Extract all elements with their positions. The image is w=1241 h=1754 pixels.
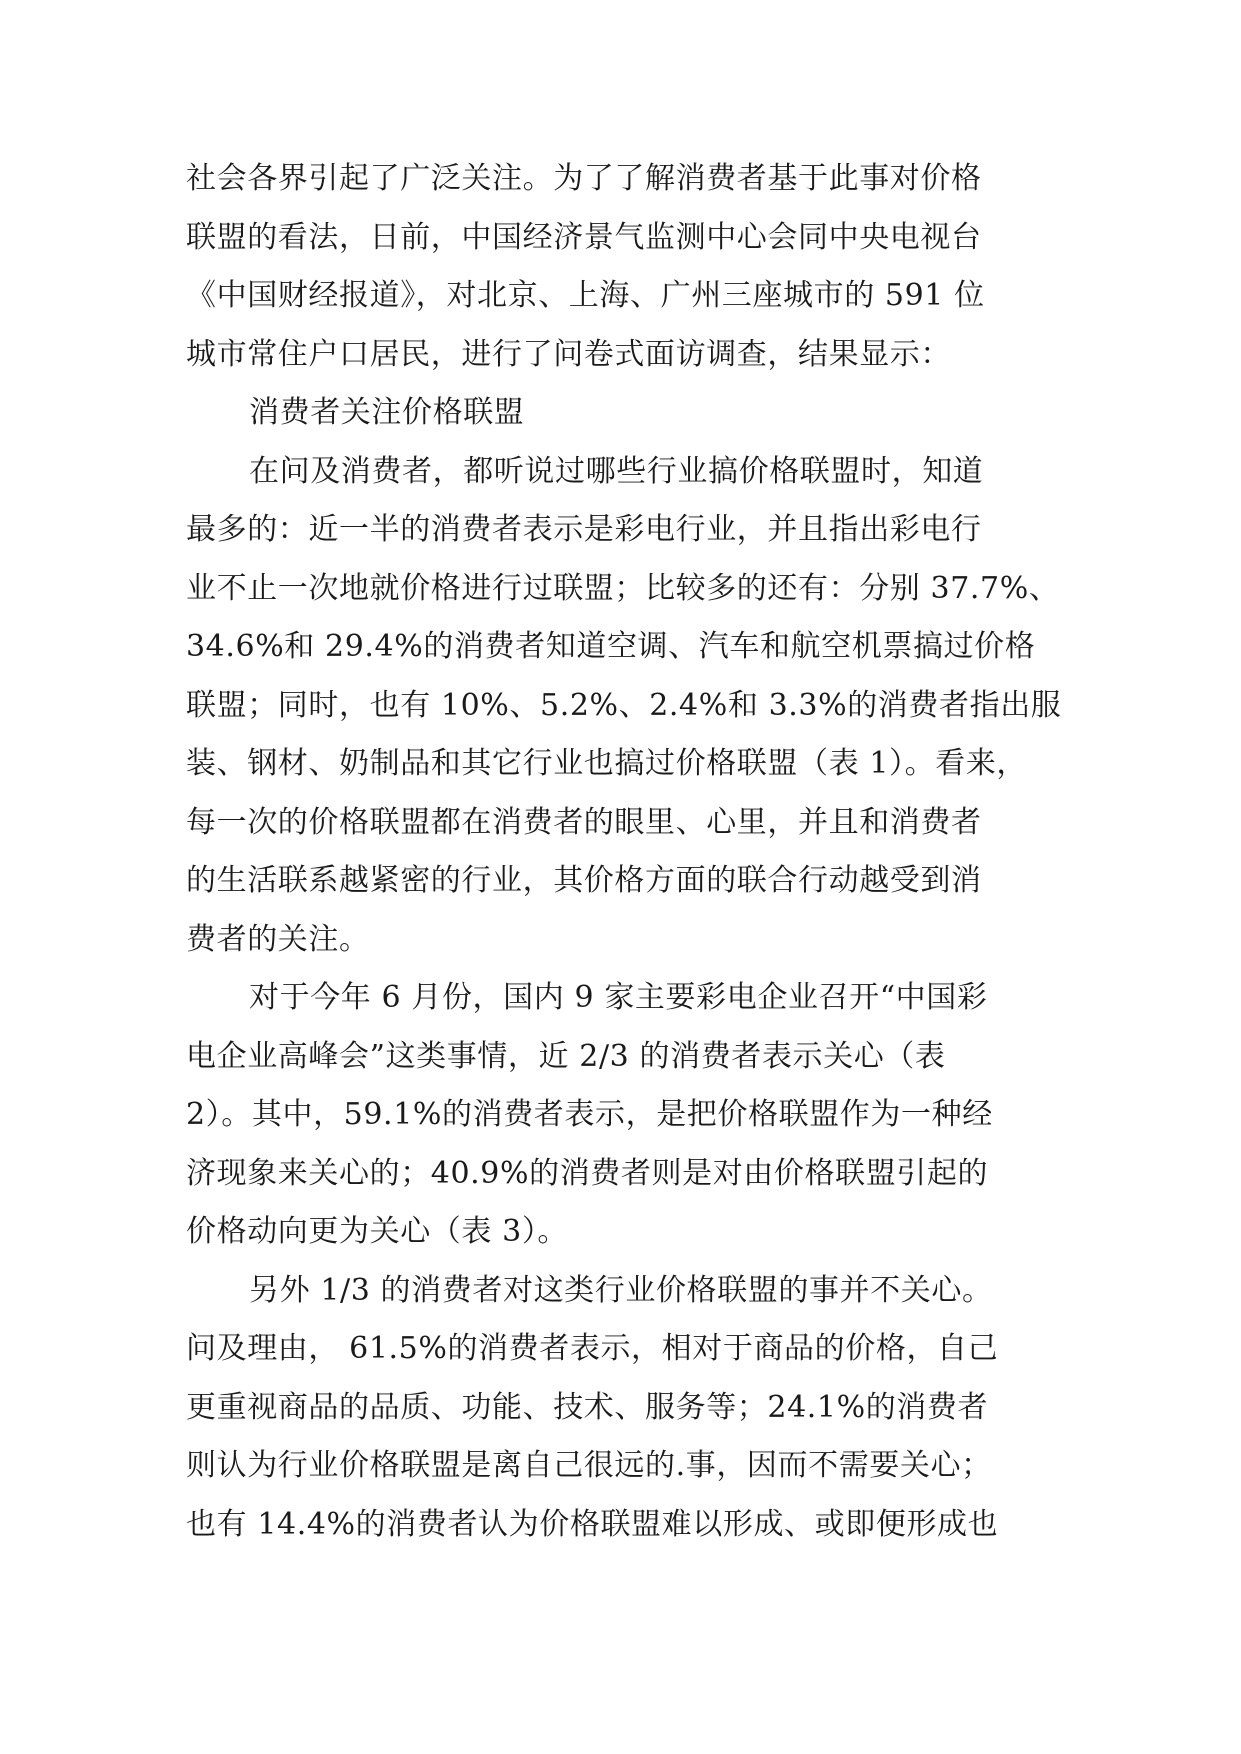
text-line: 每一次的价格联盟都在消费者的眼里、心里，并且和消费者 — [186, 804, 982, 840]
text-line: 另外 1/3 的消费者对这类行业价格联盟的事并不关心。 — [249, 1272, 993, 1308]
text-line: 问及理由， 61.5%的消费者表示，相对于商品的价格，自己 — [186, 1331, 999, 1366]
text-line: 的生活联系越紧密的行业，其价格方面的联合行动越受到消 — [186, 863, 982, 898]
text-line: 装、钢材、奶制品和其它行业也搞过价格联盟（表 1）。看来， — [186, 746, 1028, 781]
text-line: 则认为行业价格联盟是离自己很远的.事，因而不需要关心； — [186, 1448, 992, 1483]
text-line: 联盟的看法，日前，中国经济景气监测中心会同中央电视台 — [186, 219, 982, 255]
text-line: 34.6%和 29.4%的消费者知道空调、汽车和航空机票搞过价格 — [186, 629, 1036, 664]
text-line: 城市常住户口居民，进行了问卷式面访调查，结果显示： — [186, 336, 951, 372]
text-line: 联盟；同时，也有 10%、5.2%、2.4%和 3.3%的消费者指出服 — [186, 687, 1062, 723]
text-line: 电企业高峰会”这类事情，近 2/3 的消费者表示关心（表 — [186, 1038, 946, 1074]
text-line: 价格动向更为关心（表 3）。 — [186, 1214, 569, 1249]
text-line: 对于今年 6 月份，国内 9 家主要彩电企业召开“中国彩 — [249, 980, 988, 1015]
document-body — [186, 150, 1066, 1554]
text-line: 消费者关注价格联盟 — [249, 395, 525, 430]
text-line: 更重视商品的品质、功能、技术、服务等；24.1%的消费者 — [186, 1389, 989, 1425]
text-line: 业不止一次地就价格进行过联盟；比较多的还有：分别 37.7%、 — [186, 570, 1060, 606]
text-line: 最多的：近一半的消费者表示是彩电行业，并且指出彩电行 — [186, 512, 982, 547]
text-line: 在问及消费者，都听说过哪些行业搞价格联盟时，知道 — [249, 453, 984, 489]
text-line: 费者的关注。 — [186, 921, 370, 957]
text-line: 社会各界引起了广泛关注。为了了解消费者基于此事对价格 — [186, 161, 982, 196]
text-line: 《中国财经报道》，对北京、上海、广州三座城市的 591 位 — [186, 278, 985, 313]
text-line: 2）。其中，59.1%的消费者表示，是把价格联盟作为一种经 — [186, 1097, 993, 1132]
text-line: 济现象来关心的；40.9%的消费者则是对由价格联盟引起的 — [186, 1155, 989, 1191]
text-line: 也有 14.4%的消费者认为价格联盟难以形成、或即便形成也 — [186, 1506, 999, 1542]
